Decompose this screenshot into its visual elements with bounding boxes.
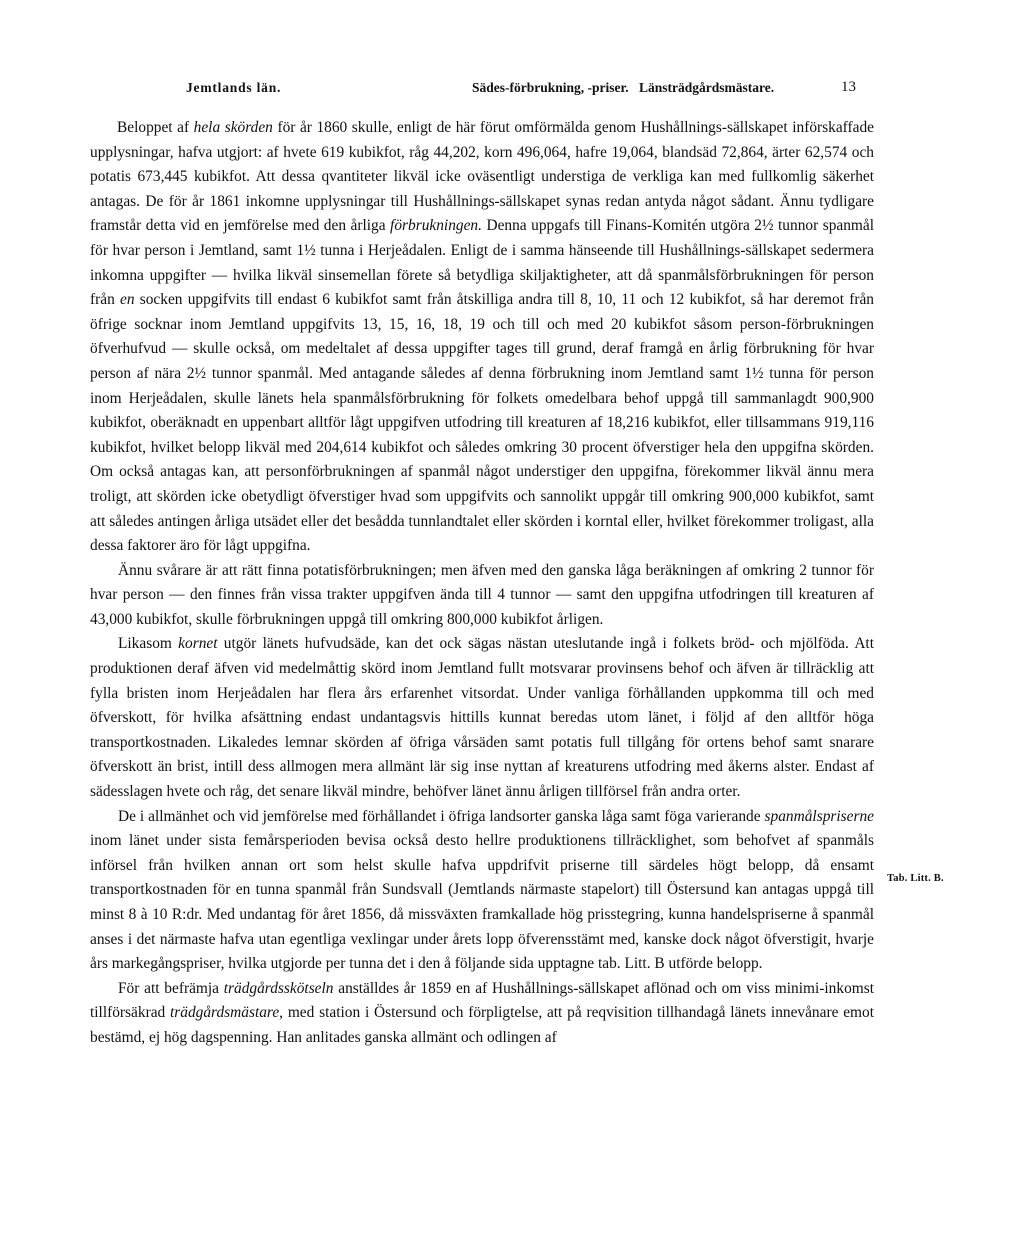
text-run: Likasom <box>118 635 179 653</box>
emphasis-text: spanmålspriserne <box>764 807 874 825</box>
header-county: Jemtlands län. <box>186 80 282 95</box>
paragraph <box>90 116 874 559</box>
body-text <box>90 116 874 1051</box>
text-run: Ännu svårare är att rätt finna potatisförbrukningen; men äfven med den ganska låga beräkningen af omkring 2 tunnor för hvar person — den finnes från vissa trakter uppgifven ända till 4 tunnor — samt den uppgifna utfodringen till kreaturen af 43,000 kubikfot, skulle förbrukningen uppgå till omkring 800,000 kubikfot årligen. <box>90 561 874 628</box>
emphasis-text: hela skörden <box>193 119 273 136</box>
paragraph <box>90 977 874 1051</box>
text-run: socken uppgifvits till endast 6 kubikfot samt från åtskilliga andra till 8, 10, 11 och 12 kubikfot, så har deremot från öfrige socknar inom Jemtland uppgifvits 13, 15, 16, 18, 19 och till och med 20 kubikfot såsom person-förbrukningen öfverhufvud — skulle också, om medeltalet af dessa uppgifter tages till grund, deraf framgå en årlig förbrukning för hvar person af nära 2½ tunnor spanmål. Med antagande således af denna förbrukning inom Jemtland samt 1½ tunna för person inom Herjeådalen, skulle länets hela spanmålsförbrukning för folkets omedelbara behof uppgå till sammanlagdt 900,900 kubikfot, oberäknadt en uppenbart alltför lågt uppgifven utfodring till kreaturen af 18,216 kubikfot, eller tillsammans 919,116 kubikfot, hvilket belopp likväl med 204,614 kubikfot och således omkring 30 procent öfverstiger hela den uppgifna skörden. Om också antagas kan, att personförbrukningen af spanmål något understiger den uppgifna, förekommer likväl ännu mera troligt, att skörden icke obetydligt öfverstiger hvad som uppgifvits och sannolikt uppgår till omkring 900,000 kubikfot, samt att således antingen årliga utsädet eller det besådda tunnlandtalet eller skörden i korntal eller, hvilket förekommer troligast, alla dessa faktorer äro för lågt uppgifna. <box>90 291 874 555</box>
running-header <box>186 80 856 100</box>
paragraph <box>90 805 874 977</box>
text-run: för år 1860 skulle, enligt de här förut omförmälda genom Hushållnings-sällskapet införskaffade upplysningar, hafva utgjort: af hvete 619 kubikfot, råg 44,202, korn 496,064, hafre 19,064, blandsäd 72,864, ärter 62,574 och potatis 673,445 kubikfot. Att dessa qvantiteter likväl icke oväsentligt understiga de verkliga kan med fullkomlig säkerhet antagas. De för år 1861 inkomne upplysningar till Hushållnings-sällskapet synas redan antyda något sådant. Ännu tydligare framstår detta vid en jemförelse med den årliga <box>90 119 874 235</box>
paragraph <box>90 632 874 804</box>
header-section: Länsträdgårdsmästare. <box>639 80 775 95</box>
header-topic: Sädes-förbrukning, -priser. <box>472 80 629 95</box>
text-run: inom länet under sista femårsperioden bevisa också desto hellre produktionens tillräcklighet, som behofvet af spanmåls införsel från hvilken annan ort som helst skulle hafva uppdrifvit priserne till särdeles högt belopp, då ensamt transportkostnaden för en tunna spanmål från Sundsvall (Jemtlands närmaste stapelort) till Östersund kan antagas uppgå till minst 8 à 10 R:dr. Med undantag för året 1856, då missväxten framkallade hög prisstegring, kunna handelspriserne å spanmål anses i det närmaste hafva utan egentliga vexlingar under årets lopp öfverensstämt med, kanske dock något öfverstigit, hvarje års markegångspriser, hvilka utgjorde per tunna det i den å följande sida upptagne tab. Litt. B utförde belopp. <box>90 832 874 973</box>
emphasis-text: kornet <box>178 635 218 653</box>
paragraph <box>90 559 874 633</box>
margin-note-table-ref: Tab. Litt. B. <box>887 873 944 884</box>
page-number: 13 <box>841 79 856 95</box>
emphasis-text: trädgårdsskötseln <box>223 979 334 997</box>
text-run: utgör länets hufvudsäde, kan det ock sägas nästan uteslutande ingå i folkets bröd- och mjölföda. Att produktionen deraf äfven vid medelmåttig skörd inom Jemtland fullt motsvarar provinsens behof och äfven är tillräcklig att fylla bristen inom Herjeådalen har flera års erfarenhet vitsordat. Under vanliga förhållanden uppkomma till och med öfverskott, för hvilka afsättning endast undantagsvis hittills kunnat beredas utom länet, i följd af den alltför höga transportkostnaden. Likaledes lemnar skörden af öfriga vårsäden samt potatis full tillgång för ortens behof samt snarare öfverskott än brist, intill dess allmogen mera allmänt lär sig inse nyttan af kreaturens utfodring med åkerns alster. Endast af sädesslagen hvete och råg, det senare likväl mindre, behöfver länet ännu årligen tillförsel från andra orter. <box>90 635 874 801</box>
text-run: Beloppet af <box>117 119 194 136</box>
emphasis-text: en <box>120 291 135 309</box>
text-run: För att befrämja <box>118 979 224 997</box>
emphasis-text: trädgårdsmästare, <box>170 1004 284 1022</box>
emphasis-text: förbrukningen. <box>390 217 482 235</box>
text-run: med station i Östersund och förpligtelse, att på reqvisition tillhandagå länets innevånare emot bestämd, ej hög dagspenning. Han anlitades ganska allmänt och odlingen af <box>90 1004 874 1046</box>
text-run: anställdes år 1859 en af Hushållnings-sällskapet aflönad och om viss minimi-inkomst tillförsäkrad <box>90 979 874 1022</box>
text-run: Denna uppgafs till Finans-Komitén utgöra 2½ tunnor spanmål för hvar person i Jemtland, samt 1½ tunna i Herjeådalen. Enligt de i samma hänseende till Hushållnings-sällskapet sedermera inkomna uppgifter — hvilka likväl sinsemellan förete så betydliga skiljaktigheter, att då spanmålsförbrukningen för person från <box>90 217 874 309</box>
text-run: De i allmänhet och vid jemförelse med förhållandet i öfriga landsorter ganska låga samt föga varierande <box>118 807 765 825</box>
